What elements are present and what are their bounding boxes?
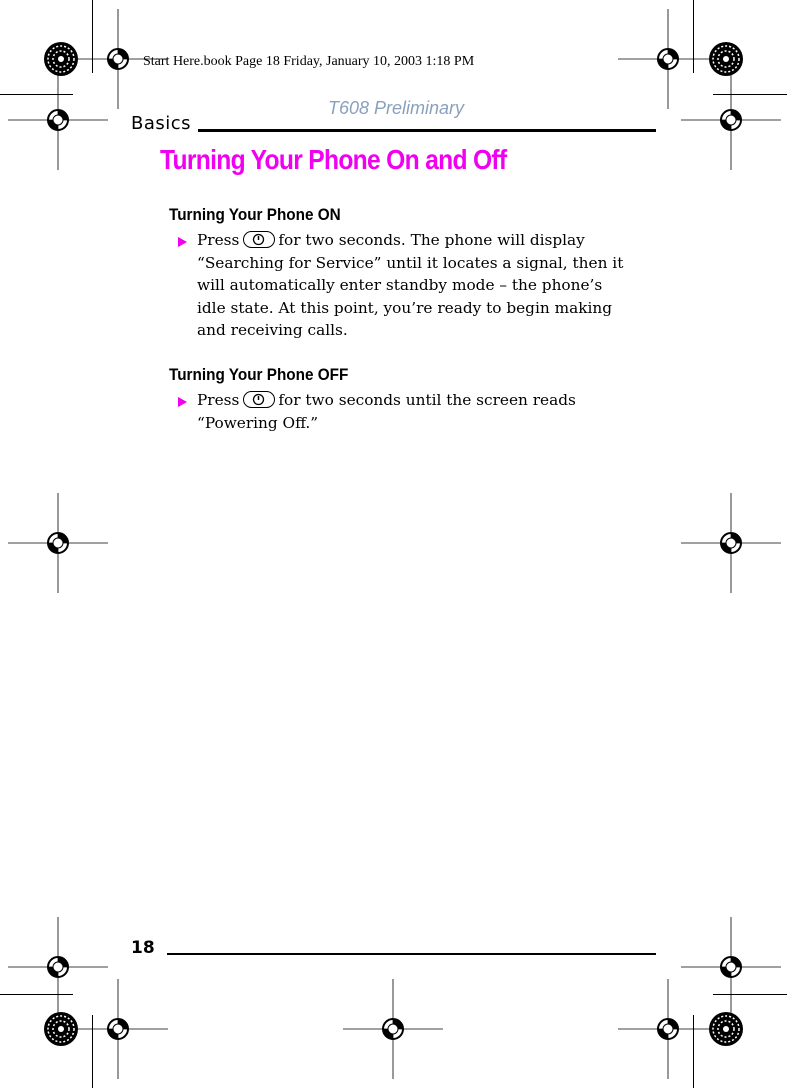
instruction-line: “Powering Off.” xyxy=(197,413,319,432)
footer-rule xyxy=(167,953,656,955)
section-heading-on: Turning Your Phone ON xyxy=(169,205,341,224)
registration-target-icon xyxy=(618,979,718,1079)
registration-target-icon xyxy=(8,917,108,1017)
registration-target-icon xyxy=(681,70,781,170)
registration-target-icon xyxy=(681,493,781,593)
power-key-icon xyxy=(243,391,275,408)
power-key-icon xyxy=(243,231,275,248)
color-bar-starburst-icon xyxy=(44,1012,78,1046)
section-heading-off: Turning Your Phone OFF xyxy=(169,365,349,384)
preliminary-watermark: T608 Preliminary xyxy=(328,98,465,118)
instruction-line: “Searching for Service” until it locates a signal, then it xyxy=(197,253,624,272)
registration-target-icon xyxy=(618,9,718,109)
instruction-line: Press for two seconds until the screen reads xyxy=(197,391,576,409)
instruction-line: will automatically enter standby mode – the phone’s xyxy=(197,276,603,294)
registration-target-icon xyxy=(8,70,108,170)
registration-target-icon xyxy=(68,979,168,1079)
color-bar-starburst-icon xyxy=(44,42,78,76)
section-label: Basics xyxy=(131,113,192,134)
print-info-slug: Start Here.book Page 18 Friday, January 10, 2003 1:18 PM xyxy=(143,54,475,69)
bullet-arrow-icon xyxy=(178,237,187,247)
registration-target-icon xyxy=(8,493,108,593)
instruction-line: Press for two seconds. The phone will display xyxy=(197,231,585,249)
instruction-line: and receiving calls. xyxy=(197,321,348,339)
bullet-arrow-icon xyxy=(178,397,187,407)
registration-target-icon xyxy=(681,917,781,1017)
instruction-line: idle state. At this point, you’re ready to begin making xyxy=(197,298,613,317)
header-rule xyxy=(198,129,656,132)
registration-target-icon xyxy=(343,979,443,1079)
page-title: Turning Your Phone On and Off xyxy=(160,144,507,175)
instruction-on xyxy=(197,229,623,342)
color-bar-starburst-icon xyxy=(709,1012,743,1046)
page-number: 18 xyxy=(131,938,155,958)
color-bar-starburst-icon xyxy=(709,42,743,76)
instruction-off xyxy=(197,389,576,434)
